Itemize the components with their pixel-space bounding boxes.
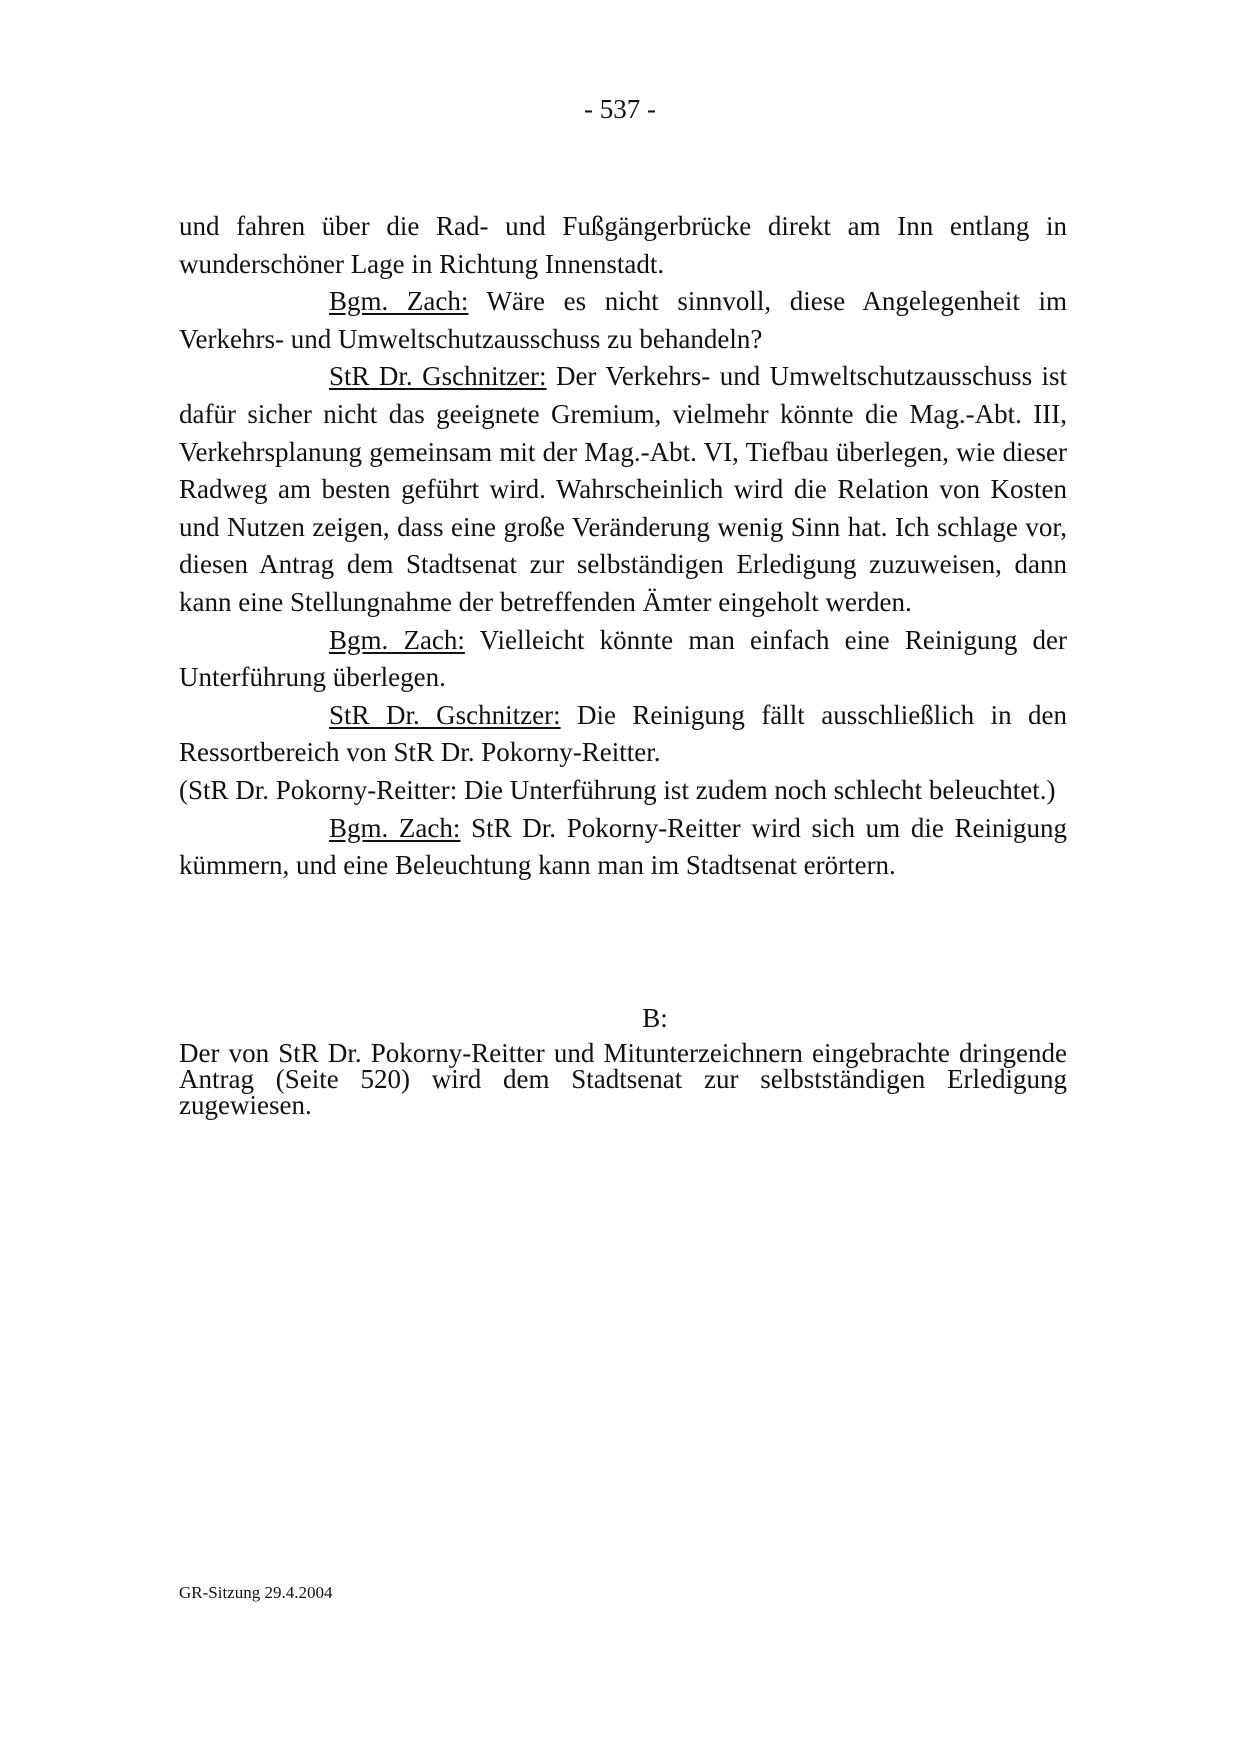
paragraph-text: (StR Dr. Pokorny-Reitter: Die Unterführung ist zudem noch schlecht beleuchtet.): [179, 774, 1056, 805]
footer-session-date: GR-Sitzung 29.4.2004: [179, 1583, 333, 1602]
paragraph-statement: [179, 622, 1067, 697]
paragraph-text: StR Dr. Pokorny-Reitter wird sich um die Reinigung kümmern, und eine Beleuchtung kann man im Stadtsenat erörtern.: [179, 812, 1067, 881]
speaker-name: StR Dr. Gschnitzer:: [329, 361, 547, 392]
page-number: - 537 -: [584, 94, 656, 124]
paragraph-text: Der Verkehrs- und Umweltschutzausschuss ist dafür sicher nicht das geeignete Gremium, vielmehr könnte die Mag.-Abt. III, Verkehrsplanung gemeinsam mit der Mag.-Abt. VI, Tiefbau überlegen, wie dieser Radweg am besten geführt wird. Wahrscheinlich wird die Relation von Kosten und Nutzen zeigen, dass eine große Veränderung wenig Sinn hat. Ich schlage vor, diesen Antrag dem Stadtsenat zur selbständigen Erledigung zuzuweisen, dann kann eine Stellungnahme der betreffenden Ämter eingeholt werden.: [179, 361, 1067, 617]
paragraph-statement: [179, 810, 1067, 885]
section-label: B:: [642, 1003, 668, 1033]
speaker-name: StR Dr. Gschnitzer:: [329, 699, 561, 730]
paragraph-text: Die Reinigung fällt ausschließlich in den Ressortbereich von StR Dr. Pokorny-Reitter.: [179, 699, 1067, 768]
paragraph-statement: [179, 283, 1067, 358]
minutes-body: [179, 208, 1067, 885]
paragraph-interjection: [179, 772, 1067, 810]
paragraph-text: und fahren über die Rad- und Fußgängerbrücke direkt am Inn entlang in wunderschöner Lage in Richtung Innenstadt.: [179, 211, 1067, 279]
paragraph-continuation: [179, 208, 1067, 283]
resolution-text: Der von StR Dr. Pokorny-Reitter und Mitunterzeichnern eingebrachte dringende Antrag (Seite 520) wird dem Stadtsenat zur selbstständigen Erledigung zugewiesen.: [179, 1038, 1067, 1120]
speaker-name: Bgm. Zach:: [329, 812, 461, 843]
paragraph-statement: [179, 358, 1067, 621]
paragraph-statement: [179, 697, 1067, 772]
paragraph-text: Wäre es nicht sinnvoll, diese Angelegenheit im Verkehrs- und Umweltschutzausschuss zu behandeln?: [179, 286, 1067, 354]
paragraph-text: Vielleicht könnte man einfach eine Reinigung der Unterführung überlegen.: [179, 624, 1067, 693]
speaker-name: Bgm. Zach:: [329, 624, 465, 655]
speaker-name: Bgm. Zach:: [329, 286, 469, 317]
